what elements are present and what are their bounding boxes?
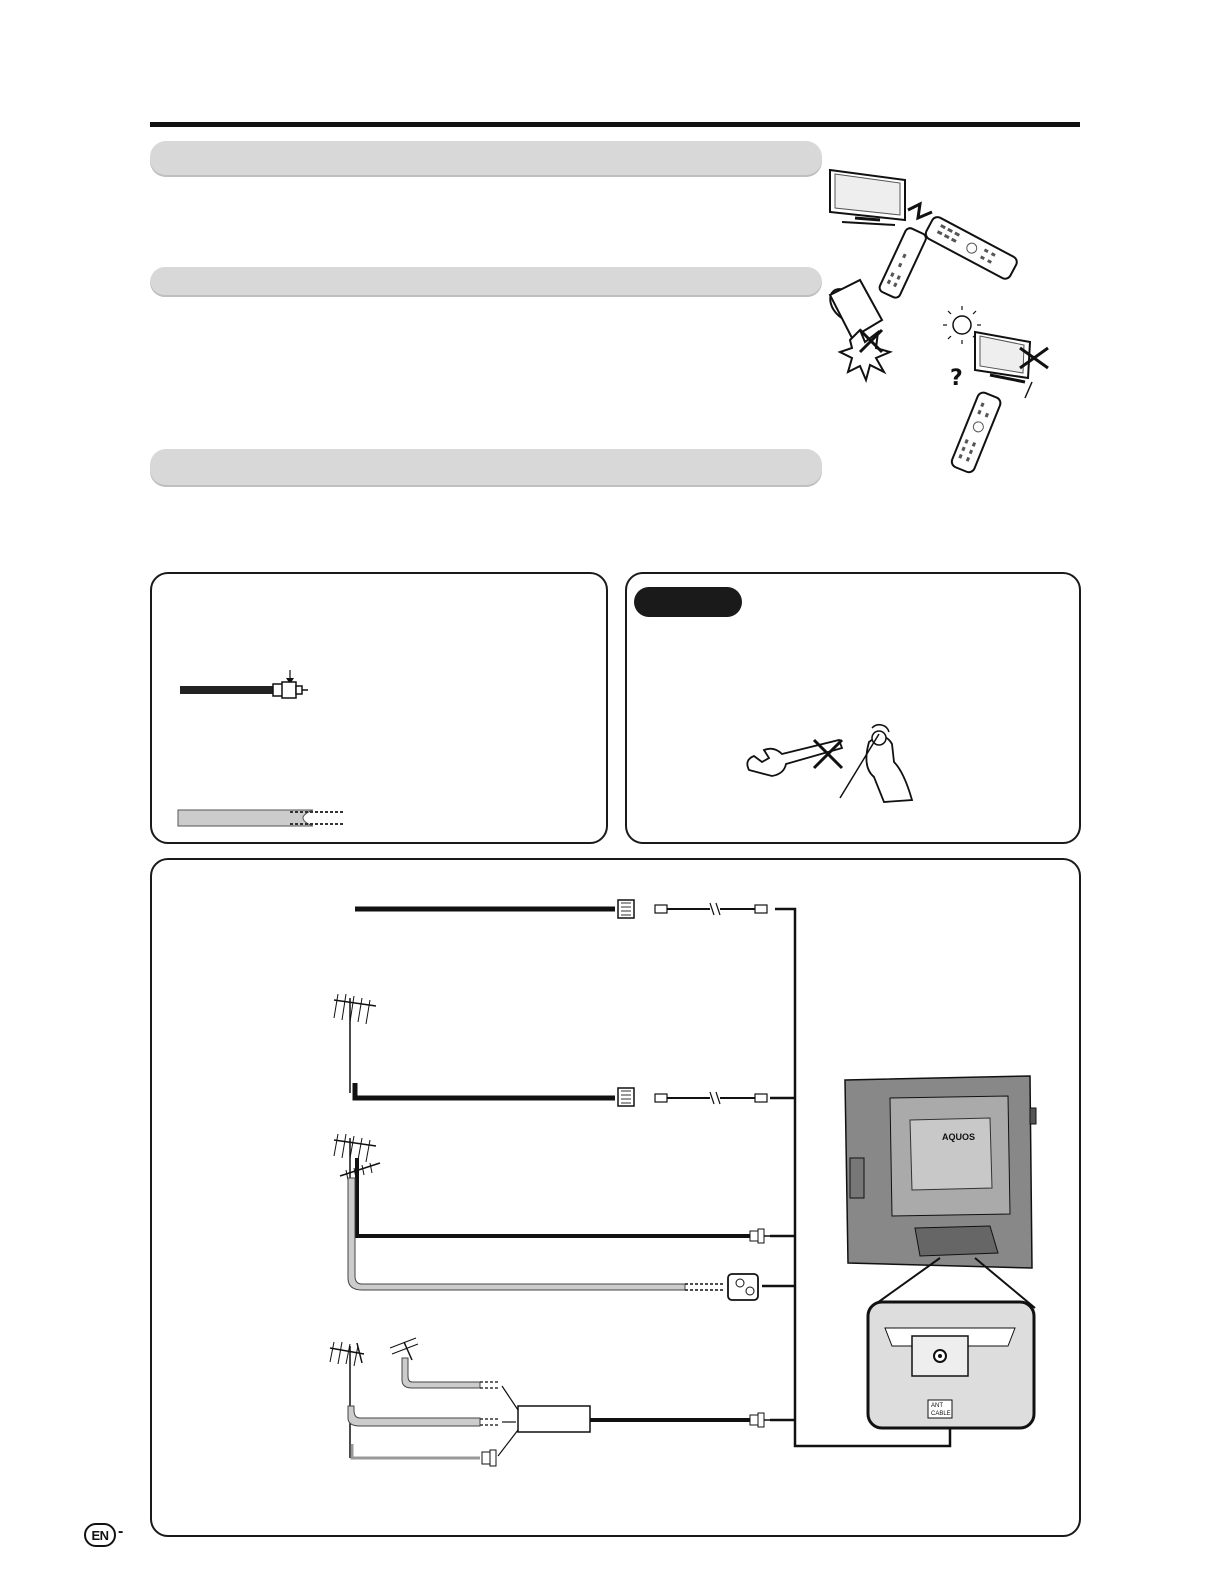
tv-rear-illustration bbox=[845, 1076, 1036, 1268]
f-plug-icon-2 bbox=[750, 1413, 770, 1427]
f-plug-icon bbox=[750, 1229, 770, 1243]
remote-impact-warning-icon bbox=[824, 227, 927, 380]
section-header-bar-2 bbox=[150, 267, 822, 297]
caution-label-pill bbox=[634, 587, 742, 617]
language-badge: EN bbox=[84, 1523, 116, 1547]
multi-antenna-icon bbox=[330, 1338, 418, 1458]
flat-twin-feeder-illustration bbox=[178, 806, 348, 830]
ant-port-label-2: CABLE bbox=[931, 1411, 951, 1417]
wrench-icon bbox=[747, 740, 842, 776]
tv-front-icon bbox=[830, 170, 905, 225]
tv-brand-label: AQUOS bbox=[942, 1132, 976, 1142]
page-number-separator: - bbox=[118, 1523, 124, 1540]
section-header-bar-3 bbox=[150, 449, 822, 487]
remote-control-icon-2 bbox=[950, 391, 1002, 474]
matching-transformer-icon bbox=[728, 1274, 758, 1300]
remote-control-icon bbox=[924, 215, 1019, 281]
cable-type-panel bbox=[150, 572, 608, 844]
remote-operation-illustration bbox=[820, 160, 1050, 480]
ant-port-label-1: ANT bbox=[931, 1403, 943, 1409]
mixer-box bbox=[518, 1406, 590, 1432]
antenna-coax-line bbox=[355, 1083, 767, 1106]
antenna-port-callout bbox=[868, 1302, 1034, 1428]
cable-tv-line bbox=[355, 900, 767, 918]
hand-tighten-illustration bbox=[744, 722, 944, 804]
vhf-uhf-antenna-icon bbox=[334, 994, 376, 1093]
coaxial-plug-illustration bbox=[180, 668, 320, 708]
top-rule bbox=[150, 122, 1080, 127]
sunlight-warning-icon bbox=[943, 306, 1048, 391]
section-header-bar-1 bbox=[150, 141, 822, 177]
signal-line-icon bbox=[908, 204, 932, 218]
hand-icon bbox=[840, 725, 912, 802]
antenna-connection-diagram bbox=[150, 858, 1077, 1533]
svg-text:?: ? bbox=[950, 366, 963, 391]
